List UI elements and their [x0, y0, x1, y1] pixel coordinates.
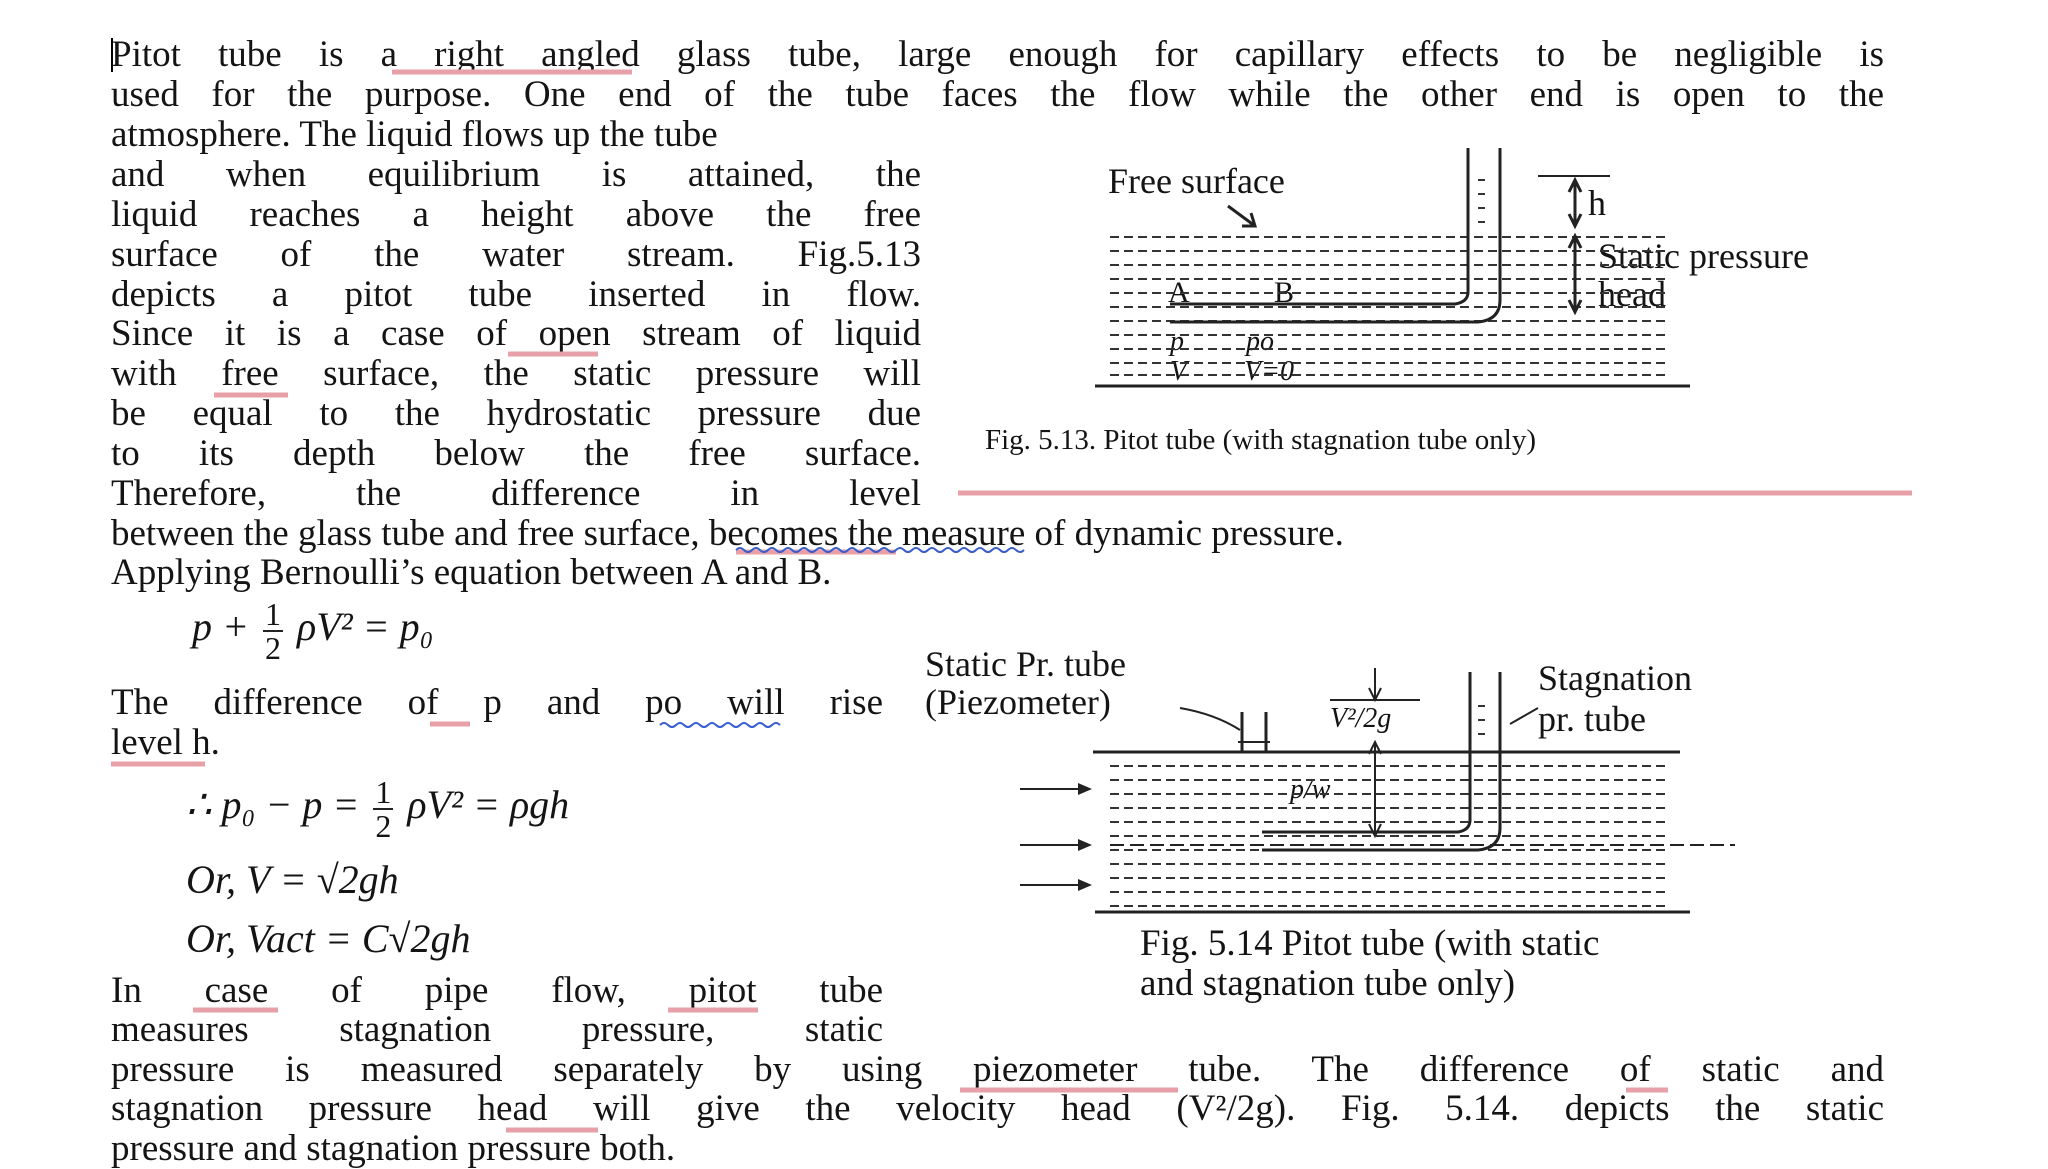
fig514-piezometer-label: (Piezometer) [925, 682, 1111, 722]
para2-line2: level h. [111, 722, 220, 763]
fig513-tube-liquid [1478, 180, 1490, 222]
para1-line2: used for the purpose. One end of the tube faces the flow while the other end is open to the [111, 74, 1884, 115]
fig514-piezometer-pointer [1180, 708, 1240, 730]
para1-line6: surface of the water stream. Fig.5.13 [111, 234, 921, 275]
para1-line4: and when equilibrium is attained, the [111, 154, 921, 195]
grammar-underline [660, 723, 780, 727]
para1-line12: Therefore, the difference in level [111, 473, 921, 514]
fig514-static-tube-label: Static Pr. tube [925, 644, 1126, 684]
fig514-caption-line2: and stagnation tube only) [1140, 963, 1516, 1004]
equation-actual-velocity: Or, Vact = C√2gh [186, 916, 471, 961]
para1-line11: to its depth below the free surface. [111, 433, 921, 474]
para1-line14: Applying Bernoulli’s equation between A and B. [111, 552, 832, 593]
fig514-tube-liquid [1478, 706, 1490, 734]
fig514-caption-line1: Fig. 5.14 Pitot tube (with static [1140, 923, 1600, 964]
para1-line8: Since it is a case of open stream of liquid [111, 313, 921, 354]
fig513-a-label: A [1168, 276, 1190, 309]
para3-line3: pressure is measured separately by using piezometer tube. The difference of static and [111, 1049, 1884, 1090]
fig514-stagnation-tube-outer [1262, 672, 1500, 850]
eq1-lhs: p + [192, 604, 249, 650]
para1-line3: atmosphere. The liquid flows up the tube [111, 114, 718, 155]
grammar-underlines [660, 548, 1024, 727]
para1-line10: be equal to the hydrostatic pressure due [111, 393, 921, 434]
fig513-po-label: po [1246, 326, 1274, 357]
fig513-static-pressure-label: Static pressure [1598, 236, 1809, 276]
fig513-pitot-tube-inner [1170, 148, 1468, 304]
para1-line7: depicts a pitot tube inserted in flow. [111, 274, 921, 315]
para3-line4: stagnation pressure head will give the velocity head (V²/2g). Fig. 5.14. depicts the static [111, 1088, 1884, 1129]
fig514-water-hatching [1110, 766, 1670, 906]
para1-line5: liquid reaches a height above the free [111, 194, 921, 235]
para3-line2: measures stagnation pressure, static [111, 1009, 883, 1050]
eq2-rhs: ρV² = ρgh [407, 782, 570, 828]
fig513-v0-label: V=0 [1244, 356, 1294, 387]
equation-velocity: Or, V = √2gh [186, 857, 399, 902]
para3-line5: pressure and stagnation pressure both. [111, 1128, 676, 1169]
eq1-num: 1 [265, 596, 281, 632]
fig513-diagram [1095, 148, 1690, 386]
para1-line13: between the glass tube and free surface, becomes the measure of dynamic pressure. [111, 513, 1344, 554]
fig514-stagnation-pointer [1510, 708, 1538, 724]
fig513-v-label: V [1170, 356, 1188, 387]
fig513-caption: Fig. 5.13. Pitot tube (with stagnation tube only) [985, 424, 1536, 456]
para3-line1: In case of pipe flow, pitot tube [111, 970, 883, 1011]
fig514-diagram [1020, 668, 1735, 912]
fig513-b-label: B [1274, 276, 1295, 309]
fig513-p-label: p [1170, 326, 1184, 357]
spellcheck-underlines [111, 72, 1912, 1152]
fig513-pitot-tube-outer [1170, 148, 1500, 322]
para1-line9: with free surface, the static pressure will [111, 353, 921, 394]
eq2-num: 1 [375, 774, 392, 810]
eq2-lhs: ∴ p₀ − p = [186, 782, 360, 828]
fig514-v2g-label: V²/2g [1330, 703, 1392, 734]
para1-line1: Pitot tube is a right angled glass tube, large enough for capillary effects to be negligible is [111, 34, 1884, 75]
fig513-h-label: h [1588, 183, 1606, 223]
eq1-rhs: ρV² = p₀ [297, 604, 434, 650]
fig514-flow-arrowheads [1078, 783, 1092, 891]
eq1-den: 2 [265, 630, 281, 666]
fig513-water-hatching [1110, 237, 1670, 375]
fig514-pr-tube-label: pr. tube [1538, 699, 1646, 739]
fig513-head-label: head [1598, 274, 1666, 314]
fig513-free-surface-label: Free surface [1108, 161, 1285, 201]
fig514-flow-arrows [1020, 789, 1090, 885]
eq2-den: 2 [375, 808, 392, 844]
fig514-pw-label: p/w [1290, 774, 1331, 805]
para2-line1: The difference of p and po will rise [111, 682, 883, 723]
fig514-stagnation-label: Stagnation [1538, 658, 1692, 698]
